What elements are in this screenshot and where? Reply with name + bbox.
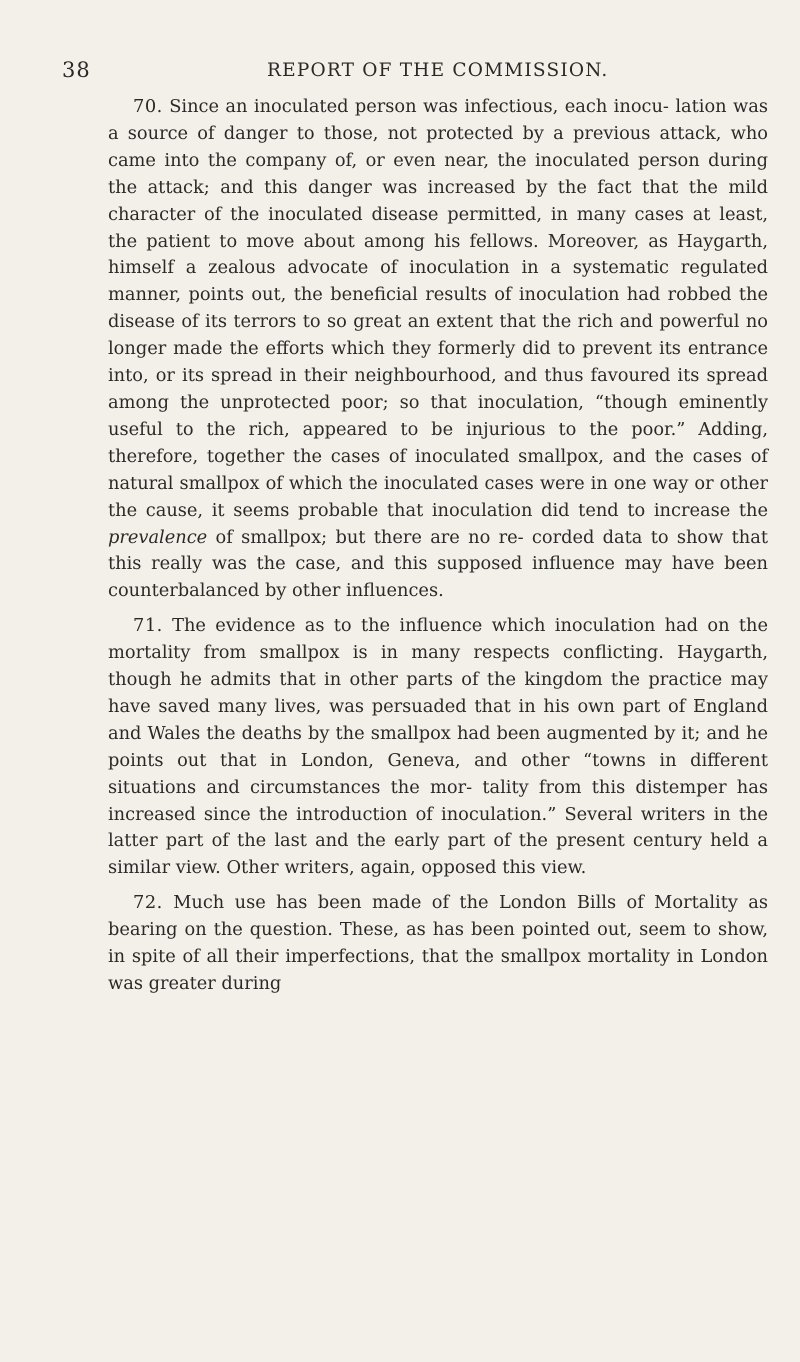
paragraph-text: Much use has been made of the London Bills of Mortality as bearing on the question. These, as has been pointed out, seem to show, in spite of all their imperfections, that the smallpox mortality in London was greater during bbox=[108, 892, 769, 994]
running-head: REPORT OF THE COMMISSION. bbox=[267, 60, 609, 81]
paragraph-number: 71. bbox=[133, 615, 163, 637]
page-number: 38 bbox=[62, 58, 91, 82]
paragraph-70 bbox=[108, 94, 768, 605]
body-text bbox=[108, 94, 768, 1006]
paragraph-text: Since an inoculated person was infectious, each inocu- lation was a source of danger to those, not protected by a previous attack, who came into the company of, or even near, the inoculated person during the attack; and this danger was increased by the fact that the mild character of the inoculated disease permitted, in many cases at least, the patient to move about among his fellows. Moreover, as Haygarth, himself a zealous advocate of inoculation in a systematic regulated manner, points out, the beneficial results of inoculation had robbed the disease of its terrors to so great an extent that the rich and powerful no longer made the efforts which they formerly did to prevent its entrance into, or its spread in their neighbourhood, and thus favoured its spread among the unprotected poor; so that inoculation, “though eminently useful to the rich, appeared to be injurious to the poor.” Adding, therefore, together the cases of inoculated smallpox, and the cases of natural smallpox of which the inoculated cases were in one way or other the cause, it seems probable that inoculation did tend to increase the bbox=[108, 96, 768, 521]
paragraph-number: 70. bbox=[133, 96, 163, 117]
paragraph-71 bbox=[108, 613, 768, 882]
page-header bbox=[62, 58, 762, 88]
paragraph-text: The evidence as to the influence which inoculation had on the mortality from smallpox is in many respects conflicting. Haygarth, though he admits that in other parts of the kingdom the practice may have saved many lives, was persuaded that in his own part of England and Wales the deaths by the smallpox had been augmented by it; and he points out that in London, Geneva, and other “towns in different situations and circumstances the mor- tality from this distemper has increased since the introduction of inoculation.” Several writers in the latter part of the last and the early part of the present century held a similar view. Other writers, again, opposed this view. bbox=[108, 615, 768, 879]
emphasis-prevalence: prevalence bbox=[108, 526, 208, 548]
paragraph-72 bbox=[108, 890, 768, 998]
paragraph-number: 72. bbox=[133, 892, 163, 914]
paragraph-text: of smallpox; but there are no re- corded data to show that this really was the case, and this supposed influence may have been counterbalanced by other influences. bbox=[108, 526, 768, 602]
